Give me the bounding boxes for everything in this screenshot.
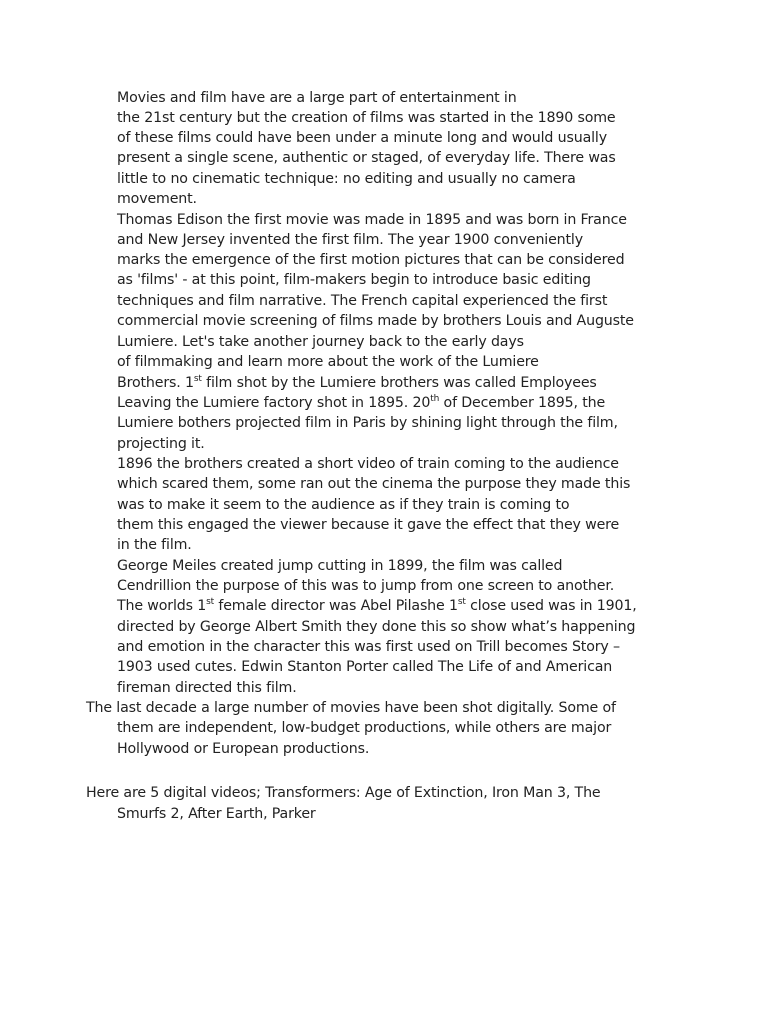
- text-line: Here are 5 digital videos; Transformers: Age of Extinction, Iron Man 3, The: [86, 785, 601, 801]
- text-line: Hollywood or European productions.: [117, 741, 370, 757]
- text-segment: close used was in 1901,: [465, 598, 637, 614]
- text-line: directed by George Albert Smith they done this so show what’s happening: [117, 619, 636, 635]
- text-line: and emotion in the character this was first used on Trill becomes Story –: [117, 639, 620, 655]
- text-line: The last decade a large number of movies have been shot digitally. Some of: [86, 700, 616, 716]
- text-line: movement.: [117, 191, 197, 207]
- text-segment: Brothers. 1: [117, 375, 194, 391]
- text-line: marks the emergence of the first motion pictures that can be considered: [117, 252, 625, 268]
- text-line: [117, 393, 605, 413]
- text-line: Lumiere. Let's take another journey back to the early days: [117, 334, 524, 350]
- text-line: Thomas Edison the first movie was made in 1895 and was born in France: [117, 212, 627, 228]
- text-line: Movies and film have are a large part of entertainment in: [117, 90, 517, 106]
- text-line: of these films could have been under a minute long and would usually: [117, 130, 607, 146]
- text-line: [117, 596, 637, 616]
- text-line: in the film.: [117, 537, 192, 553]
- text-line: Smurfs 2, After Earth, Parker: [117, 806, 316, 822]
- text-line: as 'films' - at this point, film-makers begin to introduce basic editing: [117, 272, 591, 288]
- text-segment: of December 1895, the: [439, 395, 606, 411]
- ordinal-superscript: st: [193, 374, 202, 384]
- text-segment: Leaving the Lumiere factory shot in 1895. 20: [117, 395, 431, 411]
- text-line: was to make it seem to the audience as if they train is coming to: [117, 497, 570, 513]
- text-line: 1903 used cutes. Edwin Stanton Porter called The Life of and American: [117, 659, 613, 675]
- text-line: techniques and film narrative. The French capital experienced the first: [117, 293, 608, 309]
- text-line: commercial movie screening of films made by brothers Louis and Auguste: [117, 313, 634, 329]
- text-segment: The worlds 1: [117, 598, 207, 614]
- text-line: Lumiere bothers projected film in Paris by shining light through the film,: [117, 415, 618, 431]
- text-line: of filmmaking and learn more about the work of the Lumiere: [117, 354, 539, 370]
- text-segment: female director was Abel Pilashe 1: [214, 598, 458, 614]
- text-line: them this engaged the viewer because it gave the effect that they were: [117, 517, 620, 533]
- text-line: fireman directed this film.: [117, 680, 297, 696]
- text-line: present a single scene, authentic or staged, of everyday life. There was: [117, 150, 616, 166]
- text-line: Cendrillion the purpose of this was to jump from one screen to another.: [117, 578, 615, 594]
- text-line: George Meiles created jump cutting in 1899, the film was called: [117, 558, 563, 574]
- ordinal-superscript: st: [457, 597, 466, 607]
- text-line: and New Jersey invented the first film. The year 1900 conveniently: [117, 232, 583, 248]
- text-line: projecting it.: [117, 436, 205, 452]
- text-line: which scared them, some ran out the cinema the purpose they made this: [117, 476, 631, 492]
- text-line: them are independent, low-budget productions, while others are major: [117, 720, 612, 736]
- text-line: little to no cinematic technique: no editing and usually no camera: [117, 171, 576, 187]
- text-line: [117, 373, 597, 393]
- ordinal-superscript: th: [430, 394, 440, 404]
- text-line: the 21st century but the creation of films was started in the 1890 some: [117, 110, 616, 126]
- text-segment: film shot by the Lumiere brothers was called Employees: [201, 375, 597, 391]
- text-line: 1896 the brothers created a short video of train coming to the audience: [117, 456, 619, 472]
- ordinal-superscript: st: [206, 597, 215, 607]
